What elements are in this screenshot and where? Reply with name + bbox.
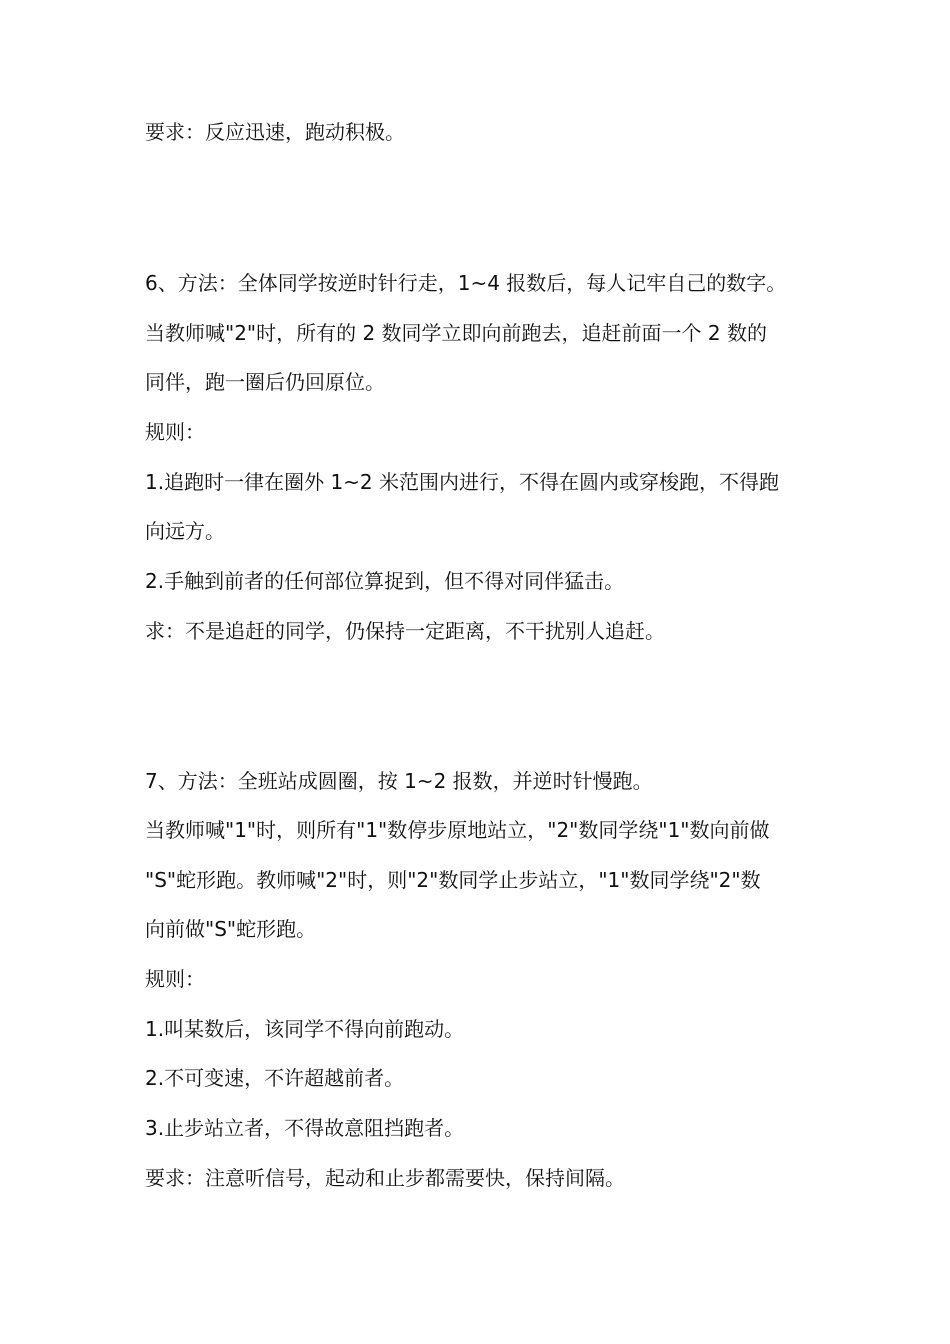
section-6-rule-line: 2.手触到前者的任何部位算捉到，但不得对同伴猛击。: [145, 569, 625, 593]
section-7-requirement: 要求：注意听信号，起动和止步都需要快，保持间隔。: [145, 1166, 625, 1190]
section-7-rules-heading: 规则：: [145, 967, 205, 991]
section-7-method-line: "S"蛇形跑。教师喊"2"时，则"2"数同学止步站立，"1"数同学绕"2"数: [145, 868, 761, 892]
section-6-method-line: 当教师喊"2"时，所有的 2 数同学立即向前跑去，追赶前面一个 2 数的: [145, 321, 768, 345]
section-6-method-line: 同伴，跑一圈后仍回原位。: [145, 370, 385, 394]
section-7-rule-line: 3.止步站立者，不得故意阻挡跑者。: [145, 1116, 465, 1140]
section-6-method-line: 6、方法：全体同学按逆时针行走，1~4 报数后，每人记牢自己的数字。: [145, 271, 787, 295]
section-6-rule-line: 向远方。: [145, 519, 225, 543]
section-7-rule-line: 2.不可变速，不许超越前者。: [145, 1066, 405, 1090]
section-6-rule-line: 1.追跑时一律在圈外 1~2 米范围内进行，不得在圆内或穿梭跑，不得跑: [145, 470, 780, 494]
section-6-requirement: 求：不是追赶的同学，仍保持一定距离，不干扰别人追赶。: [145, 619, 665, 643]
section-7-method-line: 向前做"S"蛇形跑。: [145, 917, 317, 941]
section-7-method-line: 7、方法：全班站成圆圈，按 1~2 报数，并逆时针慢跑。: [145, 769, 653, 793]
section-7-rule-line: 1.叫某数后，该同学不得向前跑动。: [145, 1017, 465, 1041]
section-6-rules-heading: 规则：: [145, 420, 205, 444]
section-7-method-line: 当教师喊"1"时，则所有"1"数停步原地站立，"2"数同学绕"1"数向前做: [145, 818, 770, 842]
section-5-requirement: 要求：反应迅速，跑动积极。: [145, 120, 405, 144]
